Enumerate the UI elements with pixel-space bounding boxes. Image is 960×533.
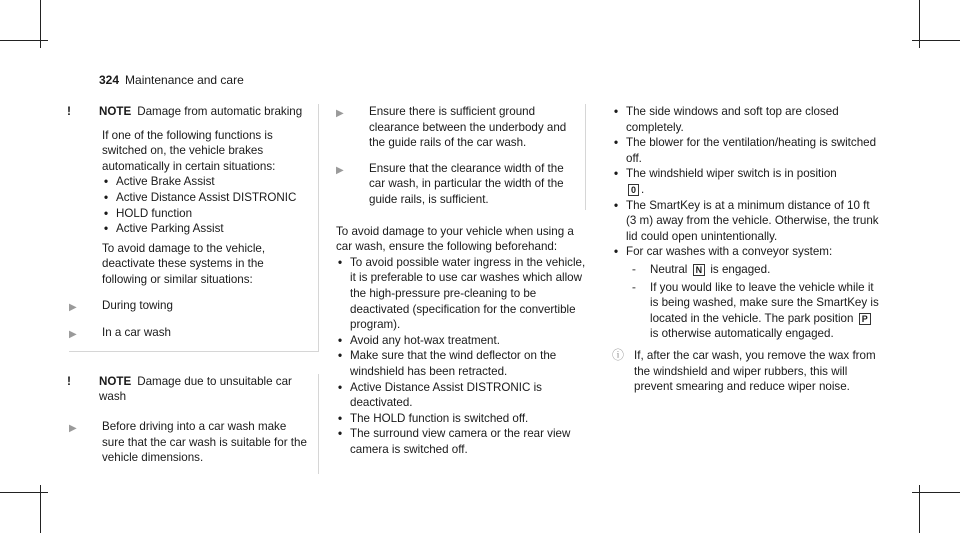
arrow-icon: ▶ — [69, 422, 77, 434]
avoid-text: To avoid damage to the vehicle, deactivate these systems in the following or similar situations: — [102, 241, 266, 286]
step-text: During towing — [102, 298, 173, 312]
note-continuation — [336, 104, 586, 210]
note-title: Damage from automatic braking — [137, 105, 303, 118]
info-text: If, after the car wash, you remove the wax from the windshield and wiper rubbers, this will prevent smearing and reduce wiper noise. — [634, 348, 876, 394]
list-item: • The surround view camera or the rear view camera is switched off. — [350, 426, 586, 457]
list-item: • Active Parking Assist — [116, 221, 310, 237]
sub-text: Neutral — [650, 262, 688, 276]
info-icon: ⓘ — [612, 347, 625, 362]
page-header — [99, 73, 244, 87]
section-title: Maintenance and care — [125, 73, 244, 87]
function-list — [102, 174, 310, 236]
list-item: • The SmartKey is at a minimum distance of 10 ft (3 m) away from the vehicle. Otherwise, the trunk lid could open unintentionally. — [626, 198, 882, 245]
list-text: . — [641, 182, 645, 196]
list-item: • To avoid possible water ingress in the vehicle, it is preferable to use car washes which allow the high-pressure pre-cleaning to be deactivated (specification for the convertible program). — [350, 255, 586, 333]
car-wash-list — [336, 255, 586, 458]
step-text: Ensure there is sufficient ground clearance between the underbody and the guide rails of the car wash. — [369, 105, 567, 150]
list-item: • Avoid any hot-wax treatment. — [350, 333, 586, 349]
neutral-key: N — [693, 264, 706, 276]
crop-mark — [0, 492, 48, 493]
list-text: For car washes with a conveyor system: — [626, 245, 833, 259]
wiper-position-key: 0 — [628, 184, 639, 196]
note-label: NOTE — [99, 105, 132, 118]
list-item: • Active Brake Assist — [116, 174, 310, 190]
list-item: • Active Distance Assist DISTRONIC — [116, 190, 310, 206]
conveyor-sublist — [626, 262, 882, 342]
car-wash-list-continued — [612, 104, 882, 342]
page-number: 324 — [99, 73, 120, 87]
arrow-icon: ▶ — [69, 301, 77, 313]
note-intro: If one of the following functions is switched on, the vehicle brakes automatically in certain situations: — [102, 128, 276, 173]
crop-mark — [912, 492, 960, 493]
note-label: NOTE — [99, 374, 132, 388]
list-item: • Make sure that the wind deflector on the windshield has been retracted. — [350, 348, 586, 379]
sub-list-item — [650, 280, 882, 342]
info-note — [612, 348, 882, 395]
car-wash-intro: To avoid damage to your vehicle when using a car wash, ensure the following beforehand: — [336, 224, 574, 254]
list-item: • HOLD function — [116, 206, 310, 222]
list-item — [626, 244, 882, 342]
column-2 — [336, 104, 586, 457]
column-1 — [69, 104, 319, 474]
arrow-icon: ▶ — [336, 108, 344, 119]
warning-icon: ! — [67, 373, 71, 388]
arrow-icon: ▶ — [336, 164, 344, 176]
arrow-icon: ▶ — [69, 329, 77, 341]
crop-mark — [912, 40, 960, 41]
park-key: P — [859, 313, 871, 325]
note-box-unsuitable-car-wash — [69, 374, 319, 474]
list-item: • The blower for the ventilation/heating is switched off. — [626, 135, 882, 166]
list-item — [626, 166, 882, 197]
step-text: Ensure that the clearance width of the car wash, in particular the width of the guide rails, is sufficient. — [369, 161, 564, 206]
sub-text: is otherwise automatically engaged. — [650, 327, 834, 341]
list-item: • The HOLD function is switched off. — [350, 411, 586, 427]
step-text: Before driving into a car wash make sure that the car wash is suitable for the vehicle dimensions. — [102, 419, 307, 465]
list-item: • Active Distance Assist DISTRONIC is deactivated. — [350, 380, 586, 411]
note-title: Damage due to unsuitable car wash — [99, 374, 292, 404]
sub-text: is engaged. — [710, 262, 771, 276]
crop-mark — [0, 40, 48, 41]
column-3 — [612, 104, 882, 395]
note-box-automatic-braking — [69, 104, 319, 352]
list-item: • The side windows and soft top are closed completely. — [626, 104, 882, 135]
warning-icon: ! — [67, 104, 71, 118]
step-text: In a car wash — [102, 326, 171, 340]
list-text: The windshield wiper switch is in position — [626, 167, 837, 181]
sub-text: If you would like to leave the vehicle while it is being washed, make sure the SmartKey is located in the vehicle. The park position — [650, 280, 879, 325]
sub-list-item — [650, 262, 882, 278]
